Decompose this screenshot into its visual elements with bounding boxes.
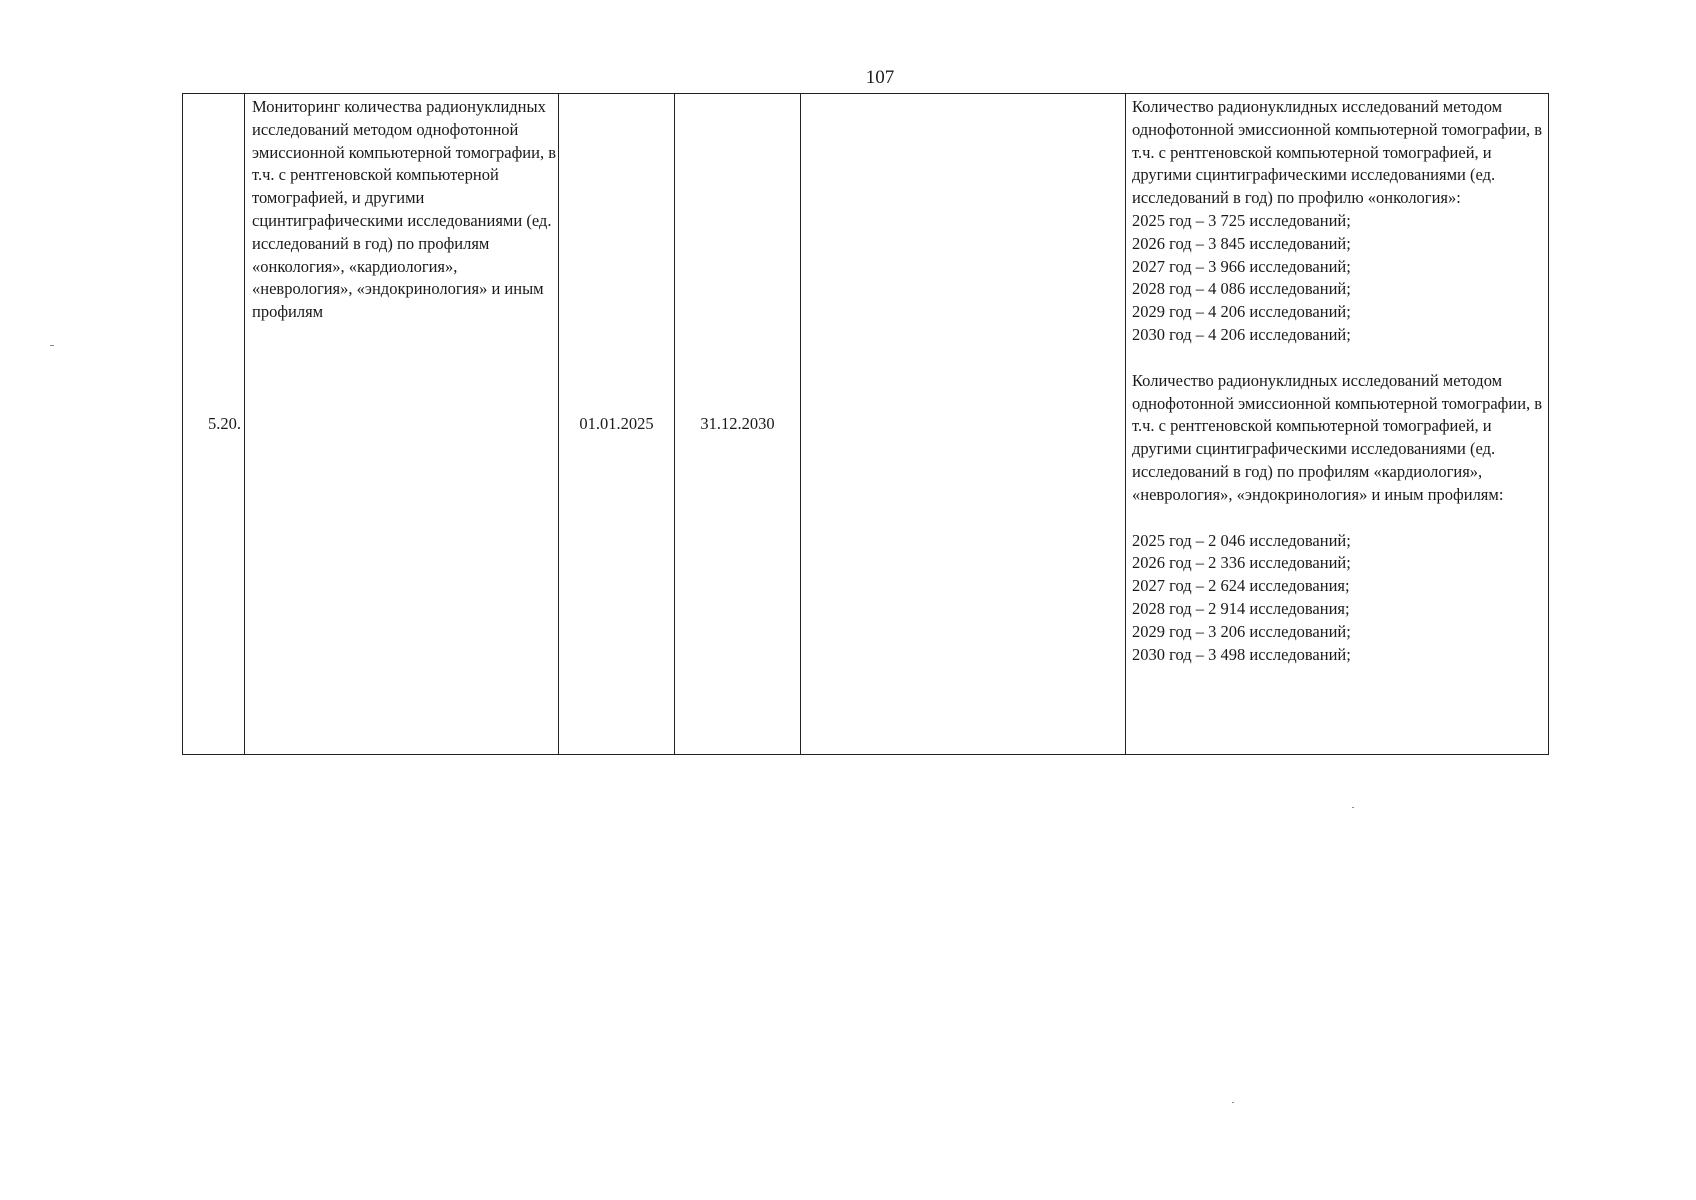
list-item: 2029 год – 3 206 исследований;: [1132, 621, 1351, 641]
scan-speck: [1352, 807, 1354, 808]
page-number: 107: [865, 67, 895, 88]
list-item: 2026 год – 3 845 исследований;: [1132, 233, 1351, 253]
other-profiles-description: Количество радионуклидных исследований методом однофотонной эмиссионной компьютерной томографии, в т.ч. с рентгеновской компьютерной томографией, и другими сцинтиграфическими исследованиями (ед. исследований в год) по профилям «кардиология», «неврология», «эндокринология» и иным профилям:: [1132, 370, 1543, 504]
start-date-cell: 01.01.2025: [559, 94, 675, 755]
document-table: [182, 93, 1549, 755]
list-item: 2027 год – 3 966 исследований;: [1132, 256, 1351, 276]
list-item: 2026 год – 2 336 исследований;: [1132, 553, 1351, 573]
block-spacer: [1132, 347, 1546, 370]
list-item: 2025 год – 2 046 исследований;: [1132, 530, 1351, 550]
list-item: 2025 год – 3 725 исследований;: [1132, 210, 1351, 230]
list-item: 2028 год – 2 914 исследования;: [1132, 598, 1350, 618]
oncology-values-list: [1132, 210, 1546, 347]
table-row: [183, 94, 1549, 755]
scan-speck: [50, 345, 54, 346]
row-number-cell: 5.20.: [183, 94, 245, 755]
list-item: 2029 год – 4 206 исследований;: [1132, 302, 1351, 322]
block-spacer: [1132, 507, 1546, 530]
list-item: 2028 год – 4 086 исследований;: [1132, 279, 1351, 299]
other-profiles-values-list: [1132, 530, 1546, 667]
list-item: 2030 год – 4 206 исследований;: [1132, 324, 1351, 344]
responsible-cell: [801, 94, 1126, 755]
list-item: 2030 год – 3 498 исследований;: [1132, 644, 1351, 664]
oncology-description: Количество радионуклидных исследований методом однофотонной эмиссионной компьютерной томографии, в т.ч. с рентгеновской компьютерной томографией, и другими сцинтиграфическими исследованиями (ед. исследований в год) по профилю «онкология»:: [1132, 97, 1543, 208]
end-date-cell: 31.12.2030: [675, 94, 801, 755]
measure-name-cell: Мониторинг количества радионуклидных исследований методом однофотонной эмиссионной компьютерной томографии, в т.ч. с рентгеновской компьютерной томографией, и другими сцинтиграфическими исследованиями (ед. исследований в год) по профилям «онкология», «кардиология», «неврология», «эндокринология» и иным профилям: [245, 94, 559, 755]
list-item: 2027 год – 2 624 исследования;: [1132, 576, 1350, 596]
result-cell: [1126, 94, 1549, 755]
scan-speck: [1232, 1102, 1234, 1103]
